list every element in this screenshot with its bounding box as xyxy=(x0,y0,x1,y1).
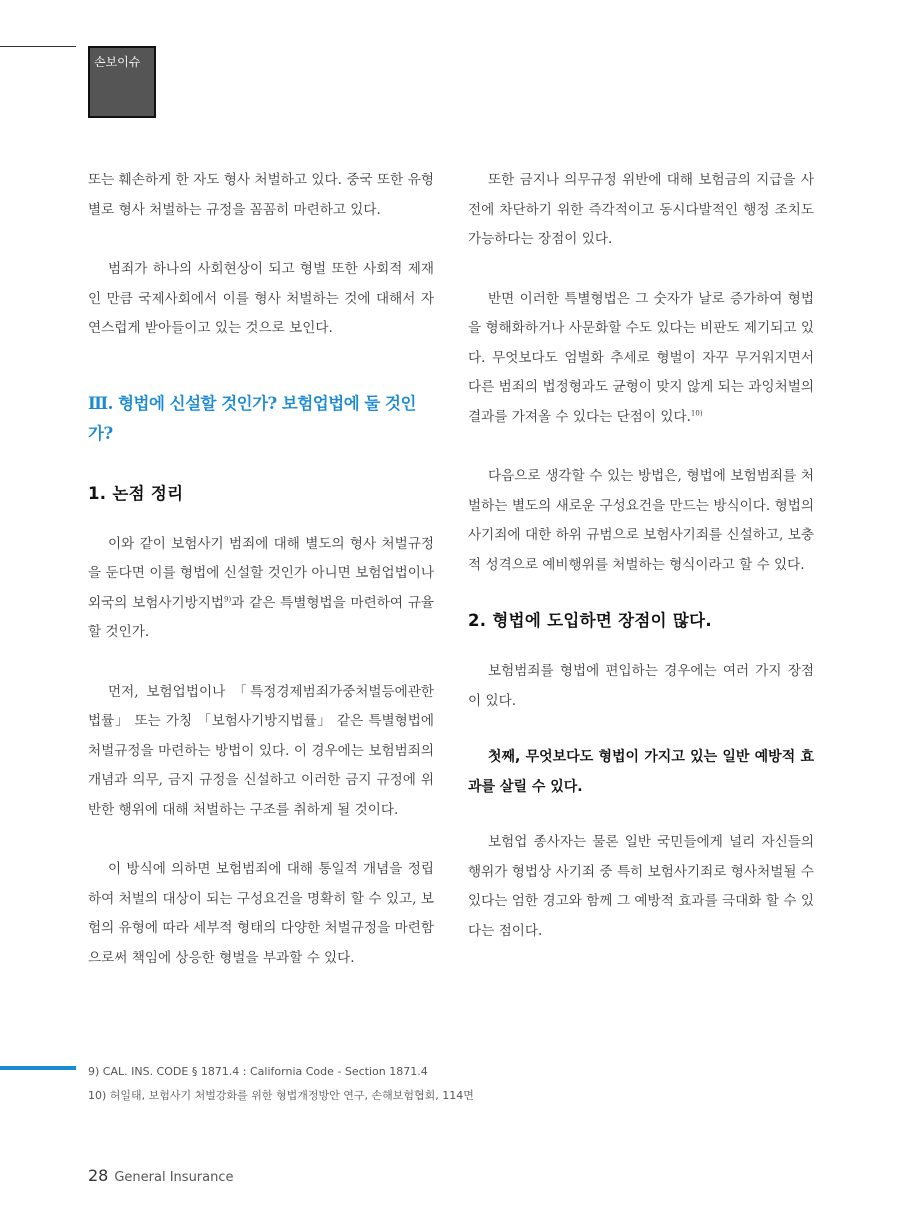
right-paragraph-3: 다음으로 생각할 수 있는 방법은, 형법에 보험범죄를 처벌하는 별도의 새로운 구성요건을 만드는 방식이다. 형법의 사기죄에 대한 하위 규범으로 보험사기죄를 신설하고, 보충적 성격으로 예비행위를 처벌하는 형식이라고 할 수 있다. xyxy=(468,468,814,573)
left-paragraph-4: 먼저, 보험업법이나 「특정경제범죄가중처벌등에관한 법률」 또는 가칭 「보험사기방지법률」 같은 특별형법에 처벌규정을 마련하는 방법이 있다. 이 경우에는 보험범죄의 개념과 의무, 금지 규정을 신설하고 이러한 금지 규정에 위반한 행위에 대해 처벌하는 구조를 취하게 될 것이다. xyxy=(88,683,434,818)
footnote-ref-9: 9) xyxy=(224,594,232,603)
subheading-2: 2. 형법에 도입하면 장점이 많다. xyxy=(468,611,712,630)
footnotes xyxy=(88,1060,788,1108)
right-paragraph-2-text: 반면 이러한 특별형법은 그 숫자가 날로 증가하여 형법을 형해화하거나 사문화할 수도 있다는 비판도 제기되고 있다. 무엇보다도 엄벌화 추세로 형벌이 자꾸 무거워지면서 다른 범죄의 법정형과도 균형이 맞지 않게 되는 과잉처벌의 결과를 가져올 수 있다는 단점이 있다. xyxy=(468,290,814,425)
left-paragraph-3 xyxy=(88,530,434,648)
footnote-9: 9) CAL. INS. CODE § 1871.4 : California Code - Section 1871.4 xyxy=(88,1065,428,1078)
right-paragraph-5: 보험업 종사자는 물론 일반 국민들에게 널리 자신들의 행위가 형법상 사기죄 중 특히 보험사기죄로 형사처벌될 수 있다는 엄한 경고와 함께 그 예방적 효과를 극대화 할 수 있다는 점이다. xyxy=(468,834,814,939)
bold-point-1: 첫째, 무엇보다도 형법이 가지고 있는 일반 예방적 효과를 살릴 수 있다. xyxy=(468,749,814,795)
section-heading-3: Ⅲ. 형법에 신설할 것인가? 보험업법에 둘 것인가? xyxy=(88,393,416,443)
footnote-bar xyxy=(0,1066,76,1070)
left-paragraph-1: 또는 훼손하게 한 자도 형사 처벌하고 있다. 중국 또한 유형별로 형사 처벌하는 규정을 꼼꼼히 마련하고 있다. xyxy=(88,172,434,218)
left-paragraph-2: 범죄가 하나의 사회현상이 되고 형벌 또한 사회적 제재인 만큼 국제사회에서 이를 형사 처벌하는 것에 대해서 자연스럽게 받아들이고 있는 것으로 보인다. xyxy=(88,261,434,336)
section-tag: 손보이슈 xyxy=(94,55,141,69)
right-column xyxy=(468,166,814,946)
left-paragraph-3-text-b: 과 같은 특별형법을 마련하여 규율할 것인가. xyxy=(88,594,434,640)
page-folio xyxy=(88,1166,234,1185)
section-tag-box xyxy=(88,46,156,118)
right-paragraph-2 xyxy=(468,285,814,433)
top-rule xyxy=(0,46,76,47)
left-column xyxy=(88,166,434,973)
subheading-1: 1. 논점 정리 xyxy=(88,483,184,503)
right-paragraph-4: 보험범죄를 형법에 편입하는 경우에는 여러 가지 장점이 있다. xyxy=(468,663,814,709)
right-paragraph-1: 또한 금지나 의무규정 위반에 대해 보험금의 지급을 사전에 차단하기 위한 즉각적이고 동시다발적인 행정 조치도 가능하다는 장점이 있다. xyxy=(468,172,814,247)
page-number: 28 xyxy=(88,1166,109,1185)
left-paragraph-5: 이 방식에 의하면 보험범죄에 대해 통일적 개념을 정립하여 처벌의 대상이 되는 구성요건을 명확히 할 수 있고, 보험의 유형에 따라 세부적 형태의 다양한 처벌규정을 마련함으로써 책임에 상응한 형벌을 부과할 수 있다. xyxy=(88,861,434,966)
footnote-ref-10: 10) xyxy=(690,408,703,417)
publication-name: General Insurance xyxy=(114,1170,234,1185)
footnote-10: 10) 허일태, 보험사기 처벌강화를 위한 형법개정방안 연구, 손해보험협회, 114면 xyxy=(88,1089,474,1102)
left-paragraph-3-text-a: 이와 같이 보험사기 범죄에 대해 별도의 형사 처벌규정을 둔다면 이를 형법에 신설할 것인가 아니면 보험업법이나 외국의 보험사기방지법 xyxy=(88,535,434,611)
